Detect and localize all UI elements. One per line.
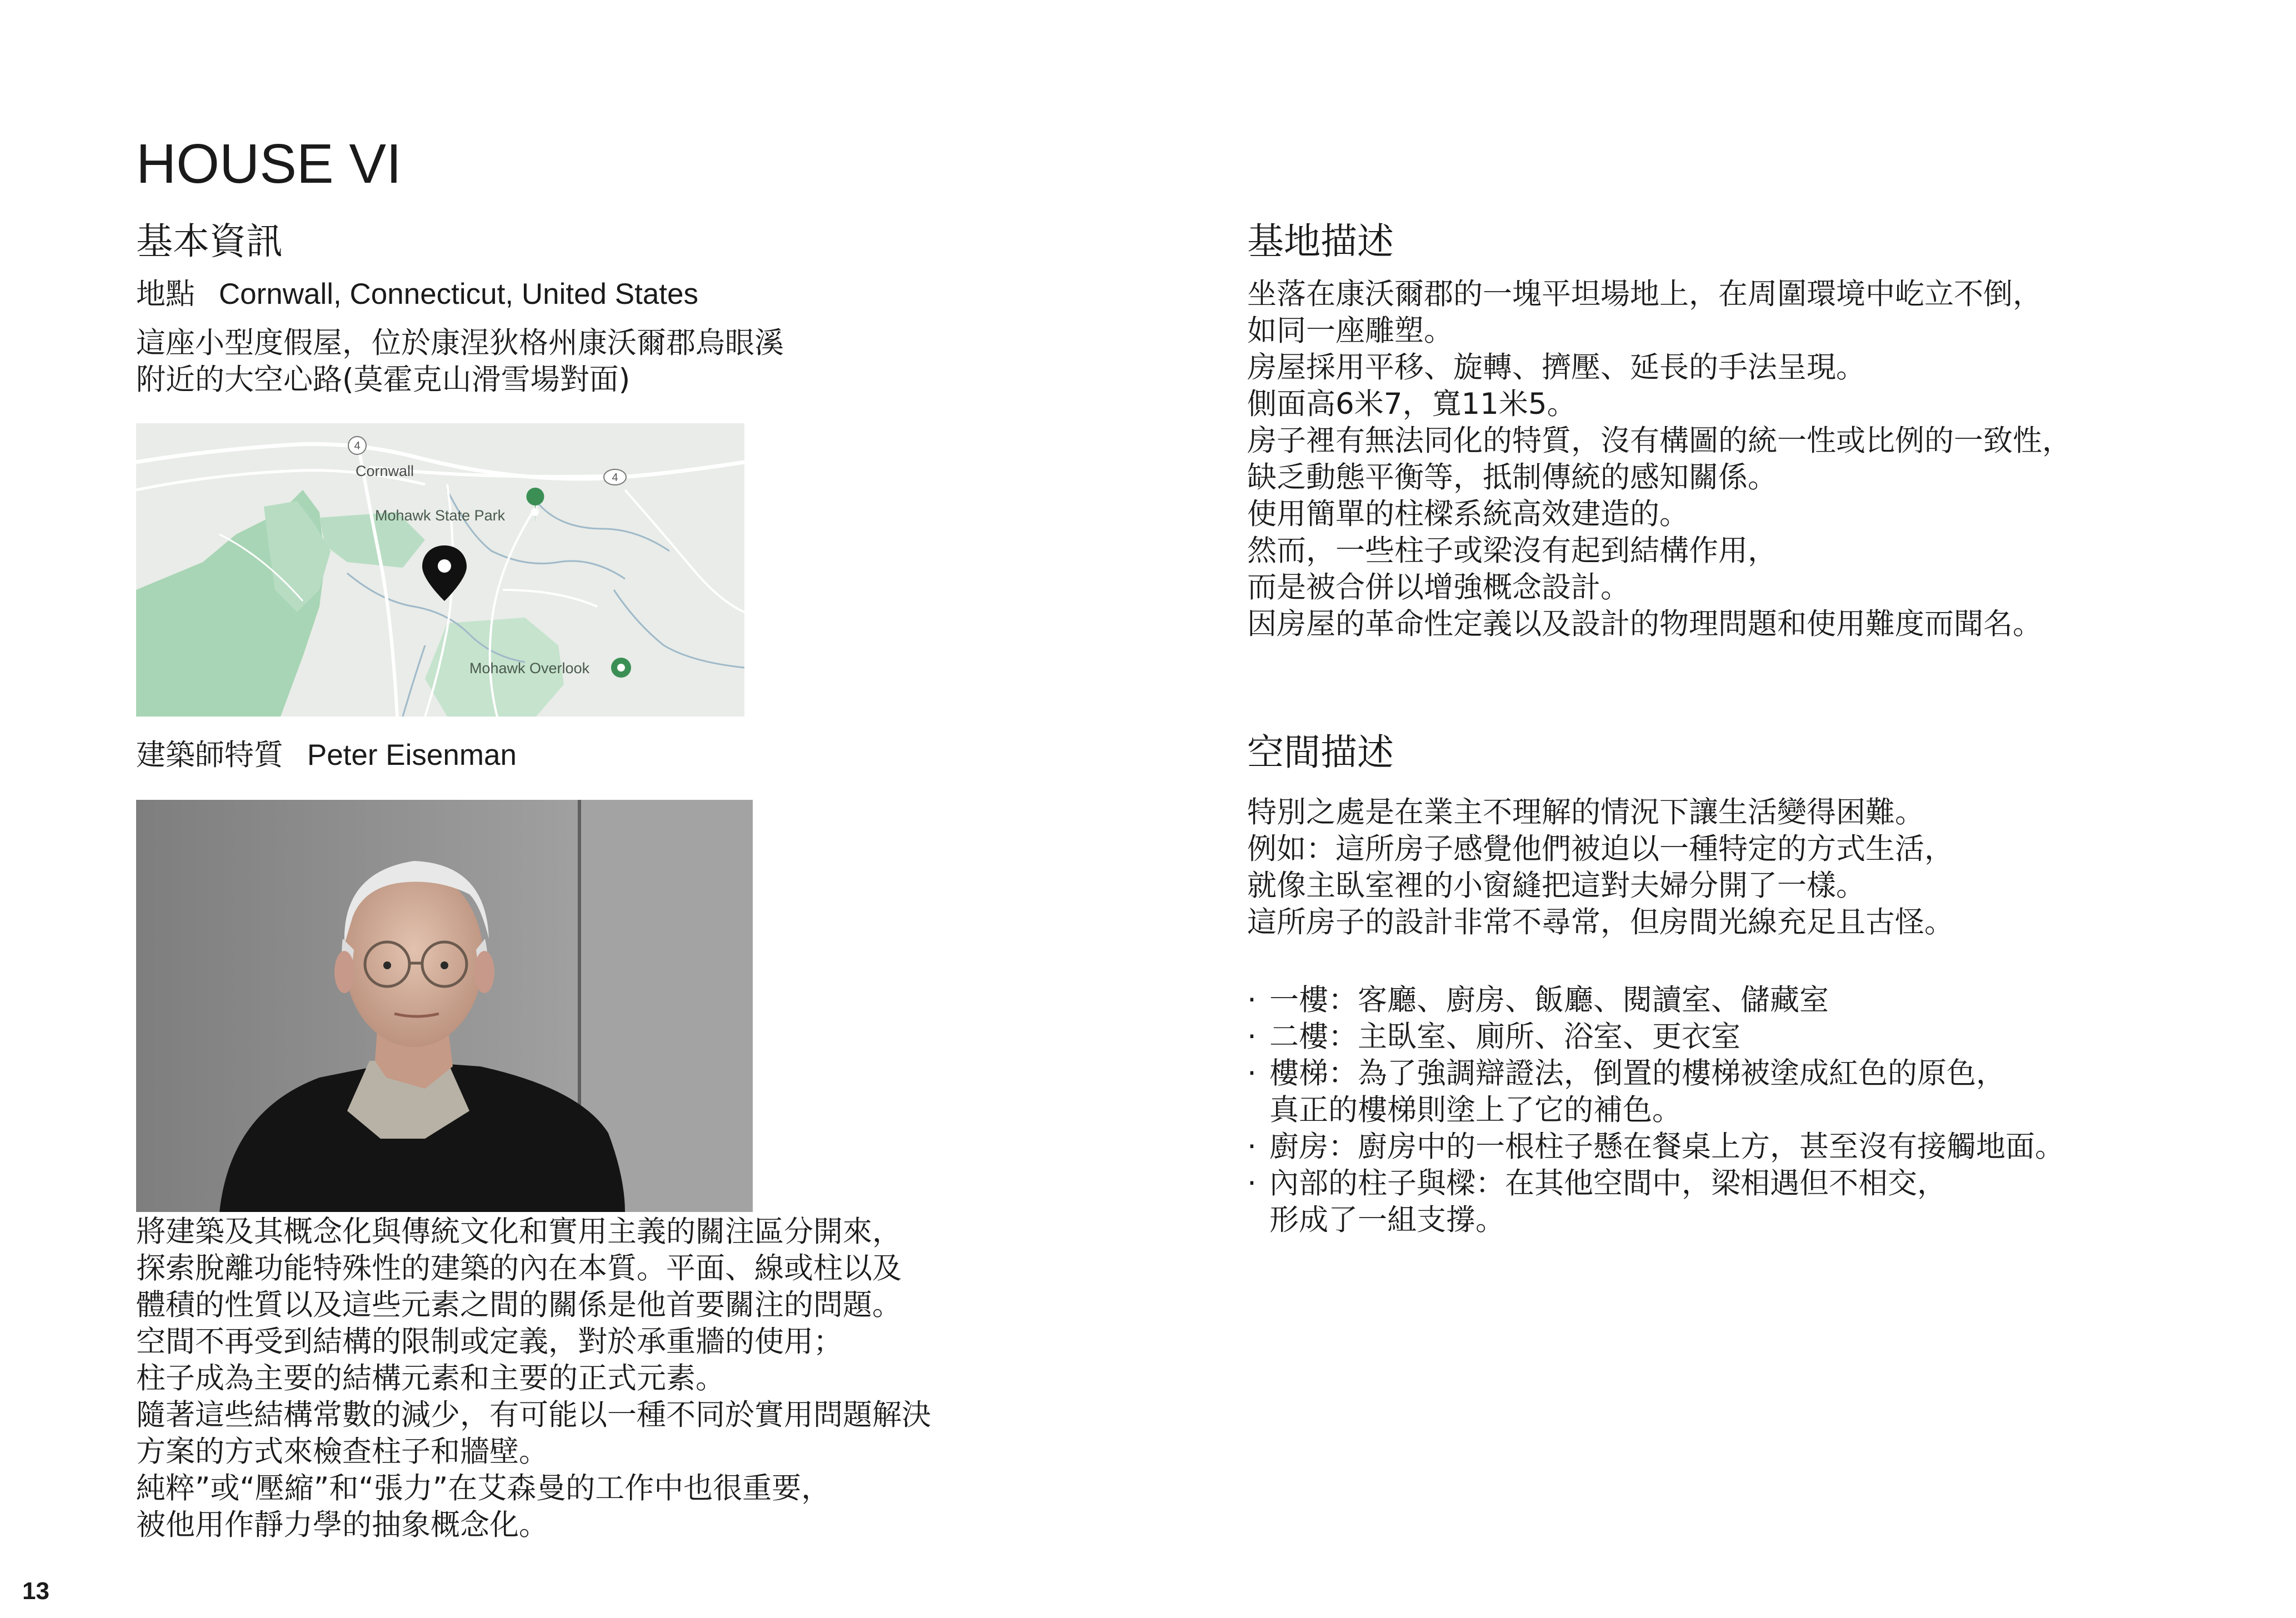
list-item: · 廚房：廚房中的一根柱子懸在餐桌上方，甚至沒有接觸地面。 — [1247, 1129, 2064, 1165]
bullet-icon: · — [1247, 1130, 1257, 1164]
text-line: 這所房子的設計非常不尋常，但房間光線充足且古怪。 — [1247, 905, 1954, 939]
text-line: 因房屋的革命性定義以及設計的物理問題和使用難度而聞名。 — [1247, 607, 2042, 641]
text-line: 如同一座雕塑。 — [1247, 314, 1453, 348]
bullet-icon: · — [1247, 1056, 1257, 1090]
text-line: 例如：這所房子感覺他們被迫以一種特定的方式生活， — [1247, 832, 1954, 866]
bullet-icon: · — [1247, 1166, 1257, 1200]
location-map[interactable] — [136, 423, 744, 717]
text-line: 柱子成為主要的結構元素和主要的正式元素。 — [136, 1361, 725, 1395]
list-item-continuation: 真正的樓梯則塗上了它的補色。 — [1269, 1093, 1682, 1127]
text-line: 然而，一些柱子或梁沒有起到結構作用， — [1247, 534, 1777, 568]
location-row — [136, 276, 698, 313]
list-item: · 一樓：客廳、廚房、飯廳、閱讀室、儲藏室 — [1247, 982, 2064, 1019]
text-line: 方案的方式來檢查柱子和牆壁。 — [136, 1435, 548, 1469]
basic-info-heading: 基本資訊 — [136, 220, 283, 263]
text-line: 附近的大空心路(莫霍克山滑雪場對面) — [136, 363, 631, 397]
text-line: 隨著這些結構常數的減少，有可能以一種不同於實用問題解決 — [136, 1398, 931, 1432]
text-line: 空間不再受到結構的限制或定義，對於承重牆的使用； — [136, 1325, 843, 1359]
space-heading: 空間描述 — [1247, 731, 1394, 774]
text-line: 純粹”或“壓縮”和“張力”在艾森曼的工作中也很重要， — [136, 1471, 831, 1505]
map-label-state-park: Mohawk State Park — [375, 507, 506, 524]
route-shield-icon — [604, 469, 626, 485]
site-description — [1247, 276, 2072, 643]
architect-photo — [136, 800, 753, 1212]
location-description — [136, 325, 784, 398]
text-line: 體積的性質以及這些元素之間的關係是他首要關注的問題。 — [136, 1288, 902, 1322]
text-line: 缺乏動態平衡等，抵制傳統的感知關係。 — [1247, 460, 1777, 494]
architect-name: Peter Eisenman — [307, 739, 517, 772]
architect-traits — [136, 1214, 931, 1544]
route-shield-icon — [348, 437, 366, 454]
text-line: 就像主臥室裡的小窗縫把這對夫婦分開了一樣。 — [1247, 869, 1865, 903]
map-label-overlook: Mohawk Overlook — [469, 660, 590, 677]
architect-label: 建築師特質 — [136, 738, 283, 772]
location-value: Cornwall, Connecticut, United States — [218, 278, 698, 310]
text-line: 坐落在康沃爾郡的一塊平坦場地上，在周圍環境中屹立不倒， — [1247, 277, 2042, 311]
text-line: 而是被合併以增強概念設計。 — [1247, 570, 1630, 604]
text-line: 被他用作靜力學的抽象概念化。 — [136, 1508, 548, 1542]
text-line: 使用簡單的柱樑系統高效建造的。 — [1247, 497, 1689, 531]
text-line: 側面高6米7，寬11米5。 — [1247, 387, 1577, 421]
text-line: 探索脫離功能特殊性的建築的內在本質。平面、線或柱以及 — [136, 1251, 902, 1285]
text-line: 房屋採用平移、旋轉、擠壓、延長的手法呈現。 — [1247, 350, 1865, 384]
list-item: · 內部的柱子與樑：在其他空間中，梁相遇但不相交， — [1247, 1165, 2064, 1202]
text-line: 房子裡有無法同化的特質，沒有構圖的統一性或比例的一致性， — [1247, 424, 2072, 458]
list-item: · 樓梯：為了強調辯證法，倒置的樓梯被塗成紅色的原色， — [1247, 1055, 2064, 1092]
text-line: 將建築及其概念化與傳統文化和實用主義的關注區分開來， — [136, 1215, 902, 1249]
location-label: 地點 — [136, 277, 195, 311]
bullet-icon: · — [1247, 1020, 1257, 1054]
text-line: 特別之處是在業主不理解的情況下讓生活變得困難。 — [1247, 795, 1924, 829]
portrait-image — [136, 800, 753, 1212]
bullet-icon: · — [1247, 983, 1257, 1017]
list-item: · 二樓：主臥室、廁所、浴室、更衣室 — [1247, 1019, 2064, 1055]
overlook-marker-icon — [611, 658, 631, 678]
page-number: 13 — [22, 1577, 49, 1605]
space-description — [1247, 794, 1954, 941]
map-label-cornwall: Cornwall — [356, 463, 414, 479]
page-title: HOUSE VI — [136, 133, 402, 195]
map-graphic — [136, 423, 744, 717]
site-heading: 基地描述 — [1247, 220, 1394, 263]
svg-text:4: 4 — [354, 440, 361, 452]
architect-row — [136, 737, 517, 774]
list-item-continuation: 形成了一組支撐。 — [1269, 1203, 1505, 1237]
text-line: 這座小型度假屋，位於康涅狄格州康沃爾郡烏眼溪 — [136, 326, 784, 360]
svg-text:4: 4 — [612, 472, 618, 484]
space-bullet-list — [1247, 982, 2064, 1239]
